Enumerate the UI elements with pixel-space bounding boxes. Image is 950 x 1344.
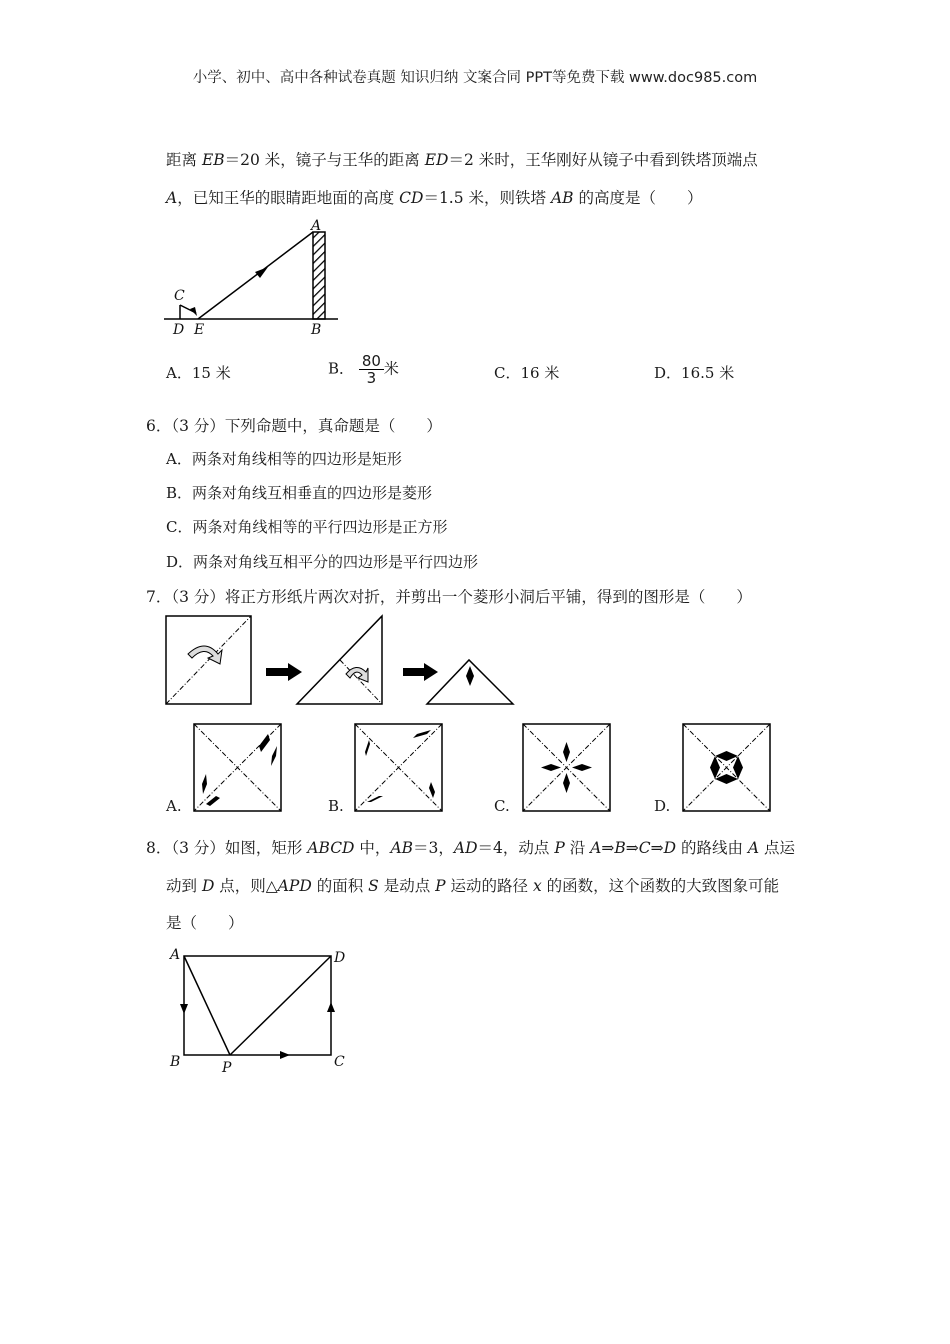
arrow-head-ce (190, 307, 197, 316)
q7-folding-steps (160, 612, 530, 708)
q5-stem-line1: 距离 EB＝20 米，镜子与王华的距离 ED＝2 米时，王华刚好从镜子中看到铁塔顶端点 (166, 151, 758, 169)
q7-option-b-figure (353, 722, 445, 814)
label-c: C (174, 288, 185, 304)
label-b: B (170, 1054, 181, 1070)
label-d: D (173, 322, 185, 338)
q5-stem-line2: A，已知王华的眼睛距地面的高度 CD＝1.5 米，则铁塔 AB 的高度是（ ） (166, 189, 703, 207)
label-e: E (194, 322, 205, 338)
q8-stem-line3: 是（ ） (166, 914, 244, 932)
arrow-right-icon (266, 663, 302, 681)
q6-option-b: B．两条对角线互相垂直的四边形是菱形 (166, 484, 433, 502)
q7-option-c-figure (521, 722, 613, 814)
q6-option-c: C．两条对角线相等的平行四边形是正方形 (166, 518, 448, 536)
label-a: A (311, 218, 322, 234)
q8-rectangle-figure (162, 940, 352, 1075)
arrow-up-icon (327, 1002, 335, 1012)
ray-e-to-a (198, 232, 313, 319)
label-b: B (311, 322, 322, 338)
q5-option-a: A．15 米 (166, 364, 231, 382)
q5-option-d: D．16.5 米 (654, 364, 735, 382)
q5-option-c: C．16 米 (494, 364, 560, 382)
label-a: A (170, 947, 181, 963)
arrow-right-icon (280, 1051, 290, 1059)
q7-option-a-label: A. (166, 797, 182, 815)
tower (313, 232, 325, 319)
fold-arrow-icon (188, 646, 222, 664)
q6-stem: 6．（3 分）下列命题中，真命题是（ ） (146, 417, 442, 435)
segment-pd (230, 956, 331, 1055)
q7-option-b-label: B. (328, 797, 344, 815)
q7-option-d-figure (681, 722, 773, 814)
fold-line (166, 616, 251, 704)
q7-option-c-label: C. (494, 797, 510, 815)
second-fold-line (340, 660, 382, 704)
label-c: C (334, 1054, 345, 1070)
q7-option-d-label: D. (654, 797, 671, 815)
fraction-80-3: $\frac{80}{3}$ (359, 353, 384, 386)
q5-option-b: B． $\frac{80}{3}$ 米 (328, 352, 399, 387)
page-header: 小学、初中、高中各种试卷真题 知识归纳 文案合同 PPT等免费下载 www.doc985.com (192, 70, 758, 86)
q6-option-a: A．两条对角线相等的四边形是矩形 (166, 450, 402, 468)
q8-stem-line2: 动到 D 点，则△APD 的面积 S 是动点 P 运动的路径 x 的函数，这个函数的大致图象可能 (166, 877, 780, 895)
rhombus-hole (466, 666, 474, 686)
arrow-down-icon (180, 1004, 188, 1014)
label-d: D (334, 950, 346, 966)
label-p: P (222, 1060, 232, 1075)
arrow-head-ea (255, 267, 268, 278)
arrow-right-icon (403, 663, 438, 681)
segment-ap (184, 956, 230, 1055)
q8-stem-line1: 8．（3 分）如图，矩形 ABCD 中，AB＝3，AD＝4，动点 P 沿 A⇒B⇒C⇒D 的路线由 A 点运 (146, 839, 796, 857)
rectangle-abcd (184, 956, 331, 1055)
q6-option-d: D．两条对角线互相平分的四边形是平行四边形 (166, 553, 479, 571)
q5-tower-mirror-figure (160, 212, 350, 342)
q7-option-a-figure (192, 722, 284, 814)
q7-stem: 7．（3 分）将正方形纸片两次对折，并剪出一个菱形小洞后平铺，得到的图形是（ ） (146, 588, 752, 606)
